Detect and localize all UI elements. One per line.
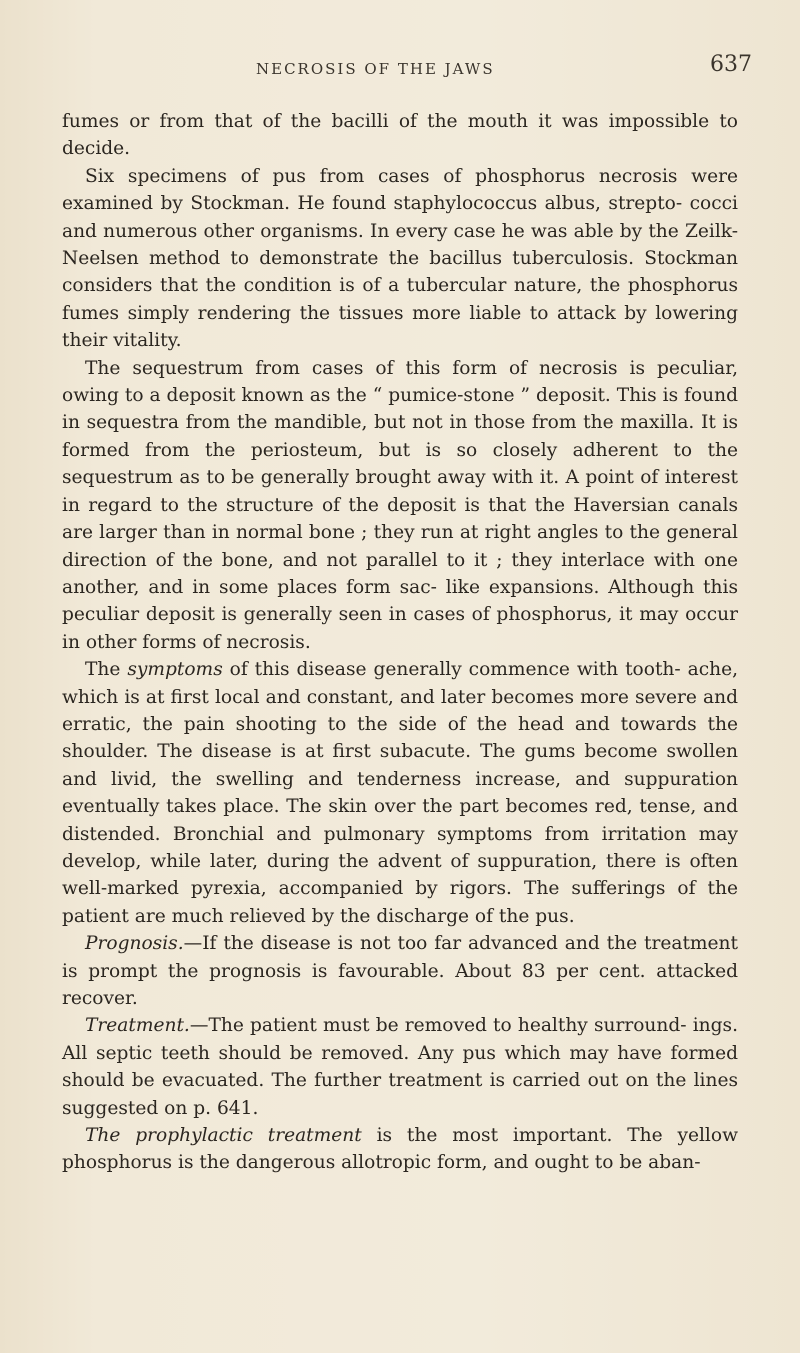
italic-term-prophylactic: The prophylactic treatment (85, 1125, 362, 1147)
paragraph-text: is the most important. The yellow phosphorus is the dangerous allotropic form, and ought to be aban- (62, 1125, 738, 1174)
paragraph-text: of this disease generally commence with tooth- ache, which is at first local and constant, and later becomes more severe and erratic, the pain shooting to the side of the head and towards the shoulder. The disease is at first subacute. The gums become swollen and livid, the swelling and tenderness increase, and suppuration eventually takes place. The skin over the part becomes red, tense, and distended. Bronchial and pulmonary symptoms from irritation may develop, while later, during the advent of suppuration, there is often well-marked pyrexia, accompanied by rigors. The sufferings of the patient are much relieved by the discharge of the pus. (62, 659, 738, 927)
section-label-treatment: Treatment. (85, 1015, 190, 1037)
paragraph-specimens (62, 163, 738, 355)
paragraph-continued (62, 108, 738, 163)
paragraph-sequestrum (62, 355, 738, 656)
paragraph-lead: The (85, 659, 128, 681)
paragraph-symptoms (62, 656, 738, 930)
paragraph-text: Six specimens of pus from cases of phosphorus necrosis were examined by Stockman. He found staphylococcus albus, strepto- cocci and numerous other organisms. In every case he was able by the Zeilk-Neelsen method to demonstrate the bacillus tuberculosis. Stockman considers that the condition is of a tubercular nature, the phosphorus fumes simply rendering the tissues more liable to attack by lowering their vitality. (62, 165, 738, 352)
page-number: 637 (710, 52, 752, 77)
paragraph-prophylactic (62, 1122, 738, 1177)
body-text (62, 108, 738, 1177)
section-label-prognosis: Prognosis. (85, 933, 184, 955)
paragraph-text: fumes or from that of the bacilli of the mouth it was impossible to decide. (62, 111, 738, 160)
paragraph-text: —If the disease is not too far advanced and the treatment is prompt the prognosis is favourable. About 83 per cent. attacked recover. (62, 933, 738, 1009)
paragraph-prognosis (62, 930, 738, 1012)
paragraph-text: The sequestrum from cases of this form of necrosis is peculiar, owing to a deposit known as the “ pumice-stone ” deposit. This is found in sequestra from the mandible, but not in those from the maxilla. It is formed from the periosteum, but is so closely adherent to the sequestrum as to be generally brought away with it. A point of interest in regard to the structure of the deposit is that the Haversian canals are larger than in normal bone ; they run at right angles to the general direction of the bone, and not parallel to it ; they interlace with one another, and in some places form sac- like expansions. Although this peculiar deposit is generally seen in cases of phosphorus, it may occur in other forms of necrosis. (62, 357, 738, 653)
running-head: NECROSIS OF THE JAWS (256, 60, 495, 78)
italic-term-symptoms: symptoms (127, 659, 223, 681)
paragraph-treatment (62, 1012, 738, 1122)
paragraph-text: —The patient must be removed to healthy surround- ings. All septic teeth should be removed. Any pus which may have formed should be evacuated. The further treatment is carried out on the lines suggested on p. 641. (62, 1015, 738, 1119)
